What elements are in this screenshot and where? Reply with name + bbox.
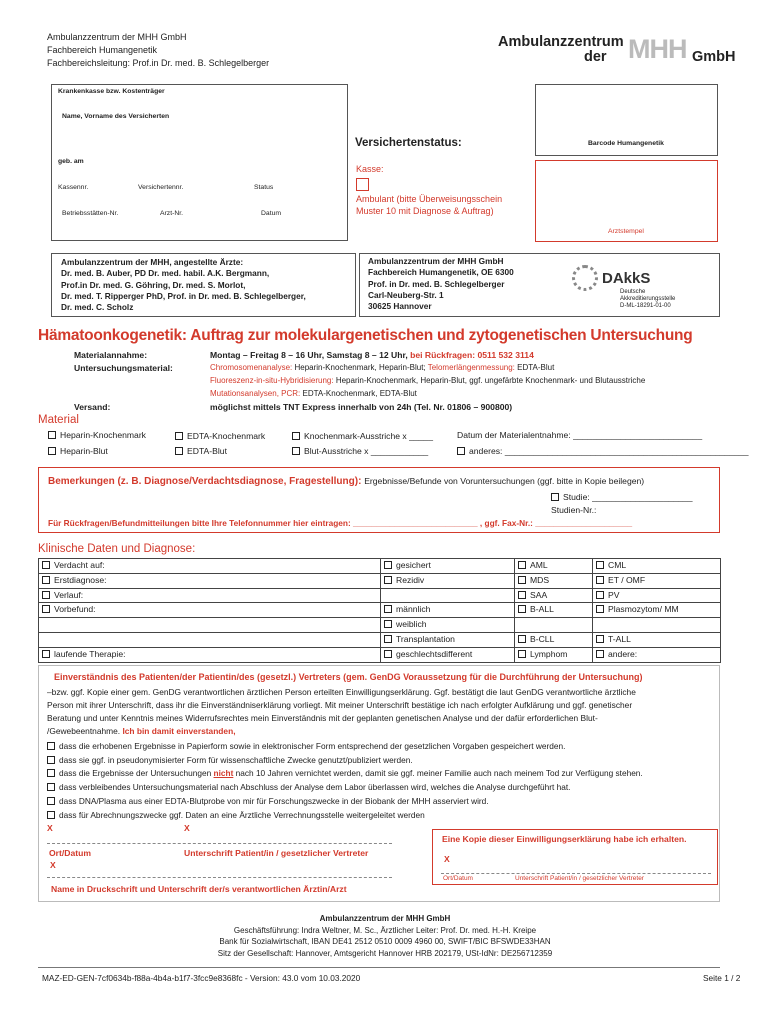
footer-divider xyxy=(38,967,720,968)
checkbox[interactable] xyxy=(518,650,526,658)
dakks-wordmark: DAkkS xyxy=(602,270,651,287)
clinical-option-label: T-ALL xyxy=(608,634,631,644)
clinical-option-label: B-ALL xyxy=(530,604,554,615)
footer-line2: Geschäftsführung: Indra Weltner, M. Sc., Ärztlicher Leiter: Prof. Dr. med. H.-H. Kreipe xyxy=(233,925,537,935)
bsnr-label: Betriebsstätten-Nr. xyxy=(62,210,119,217)
m2a: Fluoreszenz-in-situ-Hybridisierung: xyxy=(210,376,336,385)
consent-p4 xyxy=(47,725,636,738)
checkbox[interactable] xyxy=(518,591,526,599)
clinical-option-label: Verdacht auf: xyxy=(54,560,105,570)
clinical-option-c2-5[interactable] xyxy=(384,649,472,659)
opt-label: EDTA-Blut xyxy=(187,446,227,456)
footer xyxy=(0,913,770,959)
copy-sign-line[interactable] xyxy=(441,873,711,874)
clinical-option-label: SAA xyxy=(530,589,548,600)
clinical-cell xyxy=(38,617,381,633)
sig2-label: Name in Druckschrift und Unterschrift der/s verantwortlichen Ärztin/Arzt xyxy=(51,884,347,894)
phone-text: bei Rückfragen: 0511 532 3114 xyxy=(410,350,534,360)
m1d: EDTA-Blut xyxy=(517,363,555,372)
versand-value: möglichst mittels TNT Express innerhalb von 24h (Tel. Nr. 01806 – 900800) xyxy=(210,402,513,412)
dakks-emblem-icon xyxy=(572,265,598,291)
m1b: Heparin-Knochenmark, Heparin-Blut; xyxy=(294,363,428,372)
checkbox[interactable] xyxy=(47,797,55,805)
clinical-cell xyxy=(592,617,721,633)
consent-item-4[interactable] xyxy=(47,781,643,795)
checkbox[interactable] xyxy=(551,493,559,501)
consent-p4b: Ich bin damit einverstanden, xyxy=(122,726,236,736)
clinical-option-label: Lymphom xyxy=(530,648,568,659)
opt-edta-km[interactable] xyxy=(175,431,265,441)
consent-item-label: dass für Abrechnungszwecke ggf. Daten an eine Ärztliche Verrechnungsstelle weitergeleitet werden xyxy=(59,809,425,820)
org-line3: Fachbereichsleitung: Prof.in Dr. med. B. Schlegelberger xyxy=(47,58,270,68)
checkbox[interactable] xyxy=(42,650,50,658)
sig1-ort: Ort/Datum xyxy=(49,848,92,858)
dakks-text xyxy=(620,289,675,310)
m2b: Heparin-Knochenmark, Heparin-Blut, ggf. ungefärbte Knochenmark- und Blutausstriche xyxy=(335,376,646,385)
clinical-option-c2-0[interactable] xyxy=(384,560,431,570)
clinical-option-c4-1[interactable] xyxy=(596,575,645,585)
org-line1: Ambulanzzentrum der MHH GmbH xyxy=(47,32,187,42)
form-title: Hämatoonkogenetik: Auftrag zur molekulargenetischen und zytogenetischen Untersuchung xyxy=(38,327,693,344)
opt-label: Knochenmark-Ausstriche x _____ xyxy=(304,431,433,441)
consent-item-label: dass verbleibendes Untersuchungsmaterial nach Abschluss der Analyse dem Labor überlassen wird, welches die Analyse durchgeführt hat. xyxy=(59,782,571,793)
hours-text: Montag – Freitag 8 – 16 Uhr, Samstag 8 – 12 Uhr, xyxy=(210,350,411,360)
entnahme-date-field[interactable]: Datum der Materialentnahme: ___________________________ xyxy=(457,430,703,440)
clinical-option-label: Rezidiv xyxy=(396,574,425,585)
checkbox[interactable] xyxy=(47,742,55,750)
checkbox[interactable] xyxy=(47,811,55,819)
lab-address xyxy=(368,256,514,312)
remarks-heading xyxy=(48,476,644,487)
logo-text3: GmbH xyxy=(692,49,736,65)
remarks-box[interactable] xyxy=(38,467,720,533)
barcode-box xyxy=(535,84,718,156)
copy-x: X xyxy=(444,854,450,864)
consent-text xyxy=(47,686,636,738)
consent-item-3[interactable] xyxy=(47,767,643,781)
checkbox[interactable] xyxy=(457,447,465,455)
insurance-box xyxy=(51,84,348,241)
clinical-cell xyxy=(380,588,515,604)
opt-blut-ausstriche[interactable] xyxy=(292,446,428,456)
clinical-option-c1-1[interactable] xyxy=(42,575,107,585)
clinical-title: Klinische Daten und Diagnose: xyxy=(38,543,196,555)
doctors-line4: Dr. med. T. Ripperger PhD, Prof. in Dr. med. B. Schlegelberger, xyxy=(61,290,306,301)
checkbox[interactable] xyxy=(384,620,392,628)
m1a: Chromosomenanalyse: xyxy=(210,363,295,372)
opt-label: Heparin-Knochenmark xyxy=(60,430,146,440)
doctors-box xyxy=(51,253,356,317)
opt-label: Blut-Ausstriche x ____________ xyxy=(304,446,429,456)
clinical-option-label: geschlechtsdifferent xyxy=(396,648,473,659)
clinical-option-c2-3[interactable] xyxy=(384,619,427,629)
opt-label: anderes: ___________________________________________________ xyxy=(469,446,749,456)
versnr-label: Versichertennr. xyxy=(138,184,184,191)
clinical-option-label: Plasmozytom/ MM xyxy=(608,604,679,615)
logo-text2: der xyxy=(584,49,607,65)
clinical-option-c4-0[interactable] xyxy=(596,560,626,570)
clinical-option-label: männlich xyxy=(396,604,431,615)
clinical-option-c2-4[interactable] xyxy=(384,634,455,644)
clinical-option-label: B-CLL xyxy=(530,634,555,644)
datum-label: Datum xyxy=(261,210,282,217)
consent-item-2[interactable] xyxy=(47,754,643,768)
contact-line[interactable]: Für Rückfragen/Befundmitteilungen bitte Ihre Telefonnummer hier eintragen: ___________________________ , ggf. Fax-Nr.: _____________________ xyxy=(48,518,633,528)
ambulant-line1: Ambulant (bitte Überweisungsschein xyxy=(356,194,503,204)
clinical-option-label: Transplantation xyxy=(396,634,455,644)
doctors-line1: Ambulanzzentrum der MHH, angestellte Ärzte: xyxy=(61,257,244,267)
checkbox[interactable] xyxy=(518,561,526,569)
org-line2: Fachbereich Humangenetik xyxy=(47,45,158,55)
checkbox[interactable] xyxy=(292,447,300,455)
opt-heparin-km[interactable] xyxy=(48,430,146,440)
checkbox[interactable] xyxy=(42,561,50,569)
name-label: Name, Vorname des Versicherten xyxy=(62,113,170,120)
opt-heparin-blut[interactable] xyxy=(48,446,108,456)
opt-anderes[interactable] xyxy=(457,446,749,456)
studie-label: Studie: _____________________ xyxy=(563,492,693,502)
clinical-option-c1-3[interactable] xyxy=(42,604,96,614)
consent-item-6[interactable] xyxy=(47,809,643,823)
clinical-option-label: MDS xyxy=(530,574,550,585)
copy-text: Eine Kopie dieser Einwilligungserklärung habe ich erhalten. xyxy=(442,834,687,844)
clinical-option-c3-1[interactable] xyxy=(518,575,549,585)
checkbox[interactable] xyxy=(596,650,604,658)
birth-label: geb. am xyxy=(58,158,84,165)
consent-item-label: dass die Ergebnisse der Untersuchungen xyxy=(59,768,214,779)
clinical-option-label: ET / OMF xyxy=(608,574,646,585)
logo-text1: Ambulanzzentrum xyxy=(498,34,624,50)
sig1-sign: Unterschrift Patient/in / gesetzlicher Vertreter xyxy=(184,848,369,858)
consent-item-1[interactable] xyxy=(47,740,643,754)
studie-field[interactable] xyxy=(551,492,693,502)
dakks-line2: Akkreditierungsstelle xyxy=(620,296,676,302)
dakks-logo xyxy=(572,262,712,312)
checkbox[interactable] xyxy=(596,605,604,613)
checkbox[interactable] xyxy=(596,591,604,599)
clinical-option-c1-4[interactable] xyxy=(42,649,126,659)
kasse-label-red: Kasse: xyxy=(356,164,384,174)
m3a: Mutationsanalysen, PCR: xyxy=(210,389,303,398)
opt-label: Heparin-Blut xyxy=(60,446,108,456)
checkbox[interactable] xyxy=(596,576,604,584)
checkbox[interactable] xyxy=(47,769,55,777)
checkbox[interactable] xyxy=(175,432,183,440)
checkbox[interactable] xyxy=(518,605,526,613)
materialannahme-label: Materialannahme: xyxy=(74,350,148,360)
clinical-option-c4-2[interactable] xyxy=(596,590,619,600)
opt-edta-blut[interactable] xyxy=(175,446,227,456)
org-header xyxy=(47,31,269,70)
address-line1: Ambulanzzentrum der MHH GmbH xyxy=(368,256,504,266)
checkbox[interactable] xyxy=(596,635,604,643)
page-number: Seite 1 / 2 xyxy=(703,973,741,983)
address-line2: Fachbereich Humangenetik, OE 6300 xyxy=(368,267,514,278)
checkbox[interactable] xyxy=(384,650,392,658)
address-box xyxy=(359,253,720,317)
m1c: Telomerlängenmessung: xyxy=(427,363,518,372)
footer-code: MAZ-ED-GEN-7cf0634b-f88a-4b4a-b1f7-3fcc9e8368fc - Version: 43.0 vom 10.03.2020 xyxy=(42,973,361,983)
footer-line4: Sitz der Gesellschaft: Hannover, Amtsgericht Hannover HRB 202179, USt-IdNr: DE256712359 xyxy=(217,948,553,958)
ambulant-note xyxy=(356,193,502,217)
clinical-option-c4-3[interactable] xyxy=(596,604,679,614)
kassennr-label: Kassennr. xyxy=(58,184,89,191)
barcode-label: Barcode Humangenetik xyxy=(588,140,664,147)
checkbox[interactable] xyxy=(384,561,392,569)
checkbox[interactable] xyxy=(42,591,50,599)
arztstempel-label: Arztstempel xyxy=(608,228,644,235)
footer-line3: Bank für Sozialwirtschaft, IBAN DE41 2512 0510 0009 4960 00, SWIFT/BIC BFSWDE33HAN xyxy=(219,937,551,947)
dakks-line3: D-ML-18291-01-00 xyxy=(620,303,671,309)
doctors-line3: Prof.in Dr. med. G. Göhring, Dr. med. S. Morlot, xyxy=(61,279,246,290)
remarks-text: Ergebnisse/Befunde von Voruntersuchungen (ggf. bitte in Kopie beilegen) xyxy=(364,476,645,486)
material-label: Untersuchungsmaterial: xyxy=(74,363,173,373)
signature-line-1[interactable] xyxy=(47,843,392,844)
copy-sign: Unterschrift Patient/in / gesetzlicher Vertreter xyxy=(515,875,644,882)
clinical-option-label: weiblich xyxy=(396,619,427,630)
remarks-title: Bemerkungen (z. B. Diagnose/Verdachtsdiagnose, Fragestellung): xyxy=(48,476,365,487)
footer-line1: Ambulanzzentrum der MHH GmbH xyxy=(319,914,451,923)
checkbox[interactable] xyxy=(596,561,604,569)
checkbox[interactable] xyxy=(175,447,183,455)
consent-p2: Person mit ihrer Unterschrift, dass ihr die Einverständniserklärung vorliegt. Mit meiner Unterschrift bestätige ich nach erfolgter Aufklärung und ggf. genetischer xyxy=(47,700,633,710)
copy-box xyxy=(432,829,718,885)
materialannahme-value xyxy=(210,350,534,360)
material-title: Material xyxy=(38,414,79,426)
checkbox[interactable] xyxy=(47,783,55,791)
material-line1 xyxy=(210,363,554,372)
sign-x-3: X xyxy=(50,860,56,870)
checkbox[interactable] xyxy=(47,756,55,764)
doctors-line5: Dr. med. C. Scholz xyxy=(61,302,134,313)
clinical-option-label: Erstdiagnose: xyxy=(54,574,107,585)
signature-line-2[interactable] xyxy=(47,877,392,878)
address-line3: Prof. in Dr. med. B. Schlegelberger xyxy=(368,278,505,289)
checkbox[interactable] xyxy=(42,605,50,613)
doctors-list xyxy=(61,257,306,313)
sign-x-1: X xyxy=(47,823,53,833)
clinical-option-c4-5[interactable] xyxy=(596,649,637,659)
consent-item-label: nach 10 Jahren vernichtet werden, damit sie ggf. meiner Familie auch nach meinem Tod zur Verfügung stehen. xyxy=(233,768,643,779)
consent-item-label: dass DNA/Plasma aus einer EDTA-Blutprobe von mir für Forschungszwecke in der Biobank der MHH asserviert wird. xyxy=(59,795,489,806)
clinical-cell xyxy=(38,588,381,604)
consent-p3: Beratung und unter Kenntnis meines Widerrufsrechtes mein Einverständnis mit der geplanten genetischen Analyse und der dafür erforderlichen Blut- xyxy=(47,713,598,723)
clinical-option-c3-2[interactable] xyxy=(518,590,547,600)
consent-item-label: dass die erhobenen Ergebnisse in Papierform sowie in elektronischer Form entsprechend der gesetzlichen Vorgaben gespeichert werden. xyxy=(59,741,566,751)
studien-nr-field[interactable]: Studien-Nr.: xyxy=(551,505,597,515)
checkbox[interactable] xyxy=(384,576,392,584)
consent-item-5[interactable] xyxy=(47,795,643,809)
clinical-option-c3-4[interactable] xyxy=(518,634,554,644)
opt-label: EDTA-Knochenmark xyxy=(187,431,266,441)
clinical-option-label: PV xyxy=(608,589,620,600)
clinical-option-c2-1[interactable] xyxy=(384,575,424,585)
lanr-label: Arzt-Nr. xyxy=(160,210,184,217)
checkbox[interactable] xyxy=(518,576,526,584)
sign-x-2: X xyxy=(184,823,190,833)
clinical-option-c4-4[interactable] xyxy=(596,634,631,644)
checkbox[interactable] xyxy=(42,576,50,584)
clinical-option-label: gesichert xyxy=(396,560,431,570)
consent-items xyxy=(47,740,643,822)
copy-ort: Ort/Datum xyxy=(443,875,473,882)
versstatus-title: Versichertenstatus: xyxy=(355,137,462,149)
clinical-option-c2-2[interactable] xyxy=(384,604,430,614)
checkbox[interactable] xyxy=(384,605,392,613)
clinical-option-c3-3[interactable] xyxy=(518,604,554,614)
clinical-cell xyxy=(38,632,381,648)
status-label: Status xyxy=(254,184,274,191)
ambulant-line2: Muster 10 mit Diagnose & Auftrag) xyxy=(356,206,494,216)
logo-letters: MHH xyxy=(628,34,687,64)
address-line4: Carl-Neuberg-Str. 1 xyxy=(368,289,444,300)
clinical-option-c3-5[interactable] xyxy=(518,649,567,659)
opt-km-ausstriche[interactable] xyxy=(292,431,433,441)
doctors-line2: Dr. med. B. Auber, PD Dr. med. habil. A.K. Bergmann, xyxy=(61,268,270,279)
consent-p4a: /Gewebeentnahme. xyxy=(47,726,123,736)
checkbox[interactable] xyxy=(292,432,300,440)
checkbox[interactable] xyxy=(384,635,392,643)
consent-item-label: dass sie ggf. in pseudonymisierter Form für wissenschaftliche Zwecke genutzt/publiziert werden. xyxy=(59,754,413,765)
material-line3 xyxy=(210,389,417,398)
clinical-option-label: Verlauf: xyxy=(54,589,84,600)
arztstempel-box xyxy=(535,160,718,242)
ambulant-checkbox[interactable] xyxy=(356,178,369,191)
checkbox[interactable] xyxy=(518,635,526,643)
address-line5: 30625 Hannover xyxy=(368,301,432,312)
consent-box xyxy=(38,665,720,902)
clinical-cell xyxy=(514,617,593,633)
consent-title: Einverständnis des Patienten/der Patientin/des (gesetzl.) Vertreters (gem. GenDG Voraussetzung für die Durchführung der Untersuchung) xyxy=(54,672,643,682)
material-line2 xyxy=(210,376,645,385)
checkbox[interactable] xyxy=(48,447,56,455)
clinical-option-c1-0[interactable] xyxy=(42,560,105,570)
clinical-option-c3-0[interactable] xyxy=(518,560,548,570)
clinical-option-label: CML xyxy=(608,560,627,570)
consent-p1: –bzw. ggf. Kopie einer gem. GenDG verantwortlichen ärztlichen Person erteilten Einwilligungserklärung. Ggf. bestätigt die laut GenDG verantwortliche ärztliche xyxy=(47,687,636,697)
clinical-option-label: AML xyxy=(530,560,548,570)
consent-item-emph: nicht xyxy=(213,768,234,779)
dakks-line1: Deutsche xyxy=(620,289,646,295)
versand-label: Versand: xyxy=(74,402,111,412)
m3b: EDTA-Knochenmark, EDTA-Blut xyxy=(302,389,417,398)
mhh-logo xyxy=(498,34,736,70)
checkbox[interactable] xyxy=(48,431,56,439)
clinical-option-label: laufende Therapie: xyxy=(54,648,126,659)
clinical-option-label: andere: xyxy=(608,648,638,659)
clinical-option-label: Vorbefund: xyxy=(54,604,96,615)
kasse-label: Krankenkasse bzw. Kostenträger xyxy=(58,88,165,95)
clinical-option-c1-2[interactable] xyxy=(42,590,83,600)
